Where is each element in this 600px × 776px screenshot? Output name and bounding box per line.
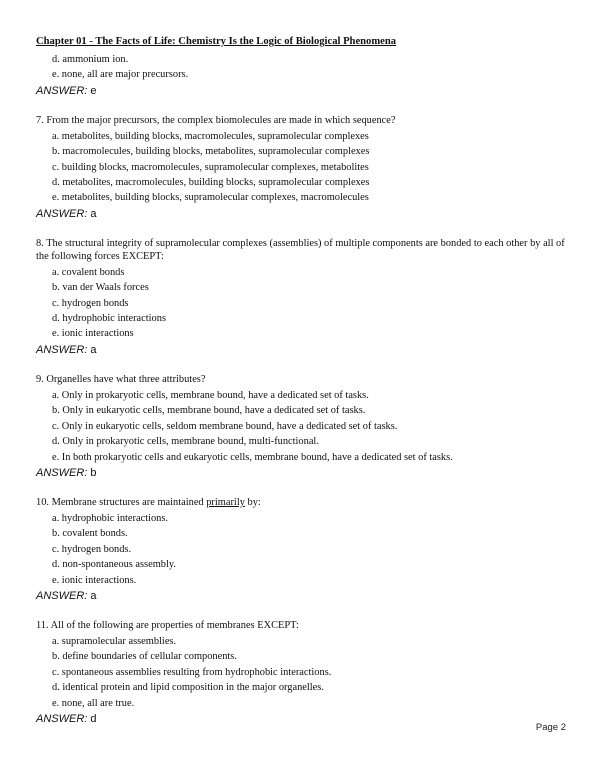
question-stem: 9. Organelles have what three attributes?: [36, 373, 206, 385]
option-e: e. none, all are major precursors.: [52, 69, 189, 81]
answer-label: ANSWER:: [36, 207, 88, 220]
option-e: e. ionic interactions.: [52, 574, 137, 586]
option-d: d. ammonium ion.: [52, 54, 129, 65]
option-d: d. identical protein and lipid composition in the major organelles.: [52, 682, 324, 694]
option-b: b. macromolecules, building blocks, metabolites, supramolecular complexes: [52, 146, 370, 158]
answer-line: [36, 465, 570, 481]
chapter-title: Chapter 01 - The Facts of Life: Chemistry Is the Logic of Biological Phenomena: [36, 36, 397, 47]
option-e: e. ionic interactions: [52, 328, 134, 340]
option-c: c. building blocks, macromolecules, supramolecular complexes, metabolites: [52, 161, 369, 173]
option-c: c. hydrogen bonds: [52, 297, 129, 309]
option-a: a. metabolites, building blocks, macromolecules, supramolecular complexes: [52, 130, 369, 142]
option-b: b. Only in eukaryotic cells, membrane bound, have a dedicated set of tasks.: [52, 405, 366, 417]
answer-line: [36, 206, 570, 222]
question-9: [36, 373, 570, 481]
option-d: d. metabolites, macromolecules, building blocks, supramolecular complexes: [52, 177, 370, 189]
option-b: b. van der Waals forces: [52, 282, 149, 294]
question-7: [36, 114, 570, 222]
option-c: c. hydrogen bonds.: [52, 543, 132, 555]
answer-value: e: [90, 84, 97, 97]
option-c: c. Only in eukaryotic cells, seldom membrane bound, have a dedicated set of tasks.: [52, 420, 398, 432]
answer-value: a: [90, 589, 97, 602]
option-d: d. Only in prokaryotic cells, membrane bound, multi-functional.: [52, 436, 319, 448]
question-10: [36, 496, 570, 604]
document-page: [36, 35, 570, 727]
option-e: e. metabolites, building blocks, supramolecular complexes, macromolecules: [52, 192, 369, 204]
answer-label: ANSWER:: [36, 589, 88, 602]
option-a: a. supramolecular assemblies.: [52, 635, 177, 647]
question-stem: [36, 496, 570, 509]
stem-text-end: by:: [244, 496, 261, 508]
question-stem: 8. The structural integrity of supramolecular complexes (assemblies) of multiple components are bonded to each other by all of the following forces EXCEPT:: [36, 237, 565, 262]
option-d: d. non-spontaneous assembly.: [52, 559, 176, 571]
answer-value: b: [90, 466, 97, 479]
options-list: [36, 265, 570, 342]
options-list: [36, 52, 570, 83]
option-d: d. hydrophobic interactions: [52, 313, 166, 325]
option-e: e. In both prokaryotic cells and eukaryotic cells, membrane bound, have a dedicated set of tasks.: [52, 451, 453, 463]
answer-line: [36, 588, 570, 604]
answer-line: [36, 342, 570, 358]
options-list: [36, 634, 570, 711]
option-c: c. spontaneous assemblies resulting from hydrophobic interactions.: [52, 666, 332, 678]
option-a: a. hydrophobic interactions.: [52, 512, 168, 524]
option-e: e. none, all are true.: [52, 697, 135, 709]
answer-label: ANSWER:: [36, 84, 88, 97]
answer-label: ANSWER:: [36, 712, 88, 725]
question-stem: 11. All of the following are properties of membranes EXCEPT:: [36, 619, 299, 631]
answer-value: a: [90, 207, 97, 220]
question-8: [36, 237, 570, 358]
option-b: b. define boundaries of cellular components.: [52, 651, 237, 663]
option-a: a. Only in prokaryotic cells, membrane bound, have a dedicated set of tasks.: [52, 389, 369, 401]
answer-label: ANSWER:: [36, 466, 88, 479]
question-11: [36, 619, 570, 727]
stem-text: 10. Membrane structures are maintained: [36, 496, 207, 508]
options-list: [36, 511, 570, 588]
option-b: b. covalent bonds.: [52, 528, 128, 540]
answer-value: d: [90, 712, 97, 725]
question-stem: 7. From the major precursors, the complex biomolecules are made in which sequence?: [36, 114, 396, 126]
options-list: [36, 388, 570, 465]
answer-label: ANSWER:: [36, 343, 88, 356]
page-number: Page 2: [535, 722, 566, 733]
options-list: [36, 129, 570, 206]
option-a: a. covalent bonds: [52, 266, 125, 278]
answer-line: [36, 711, 570, 727]
question-6-continuation: [36, 52, 570, 99]
stem-emphasis: primarily: [206, 496, 245, 508]
answer-line: [36, 83, 570, 99]
answer-value: a: [90, 343, 97, 356]
